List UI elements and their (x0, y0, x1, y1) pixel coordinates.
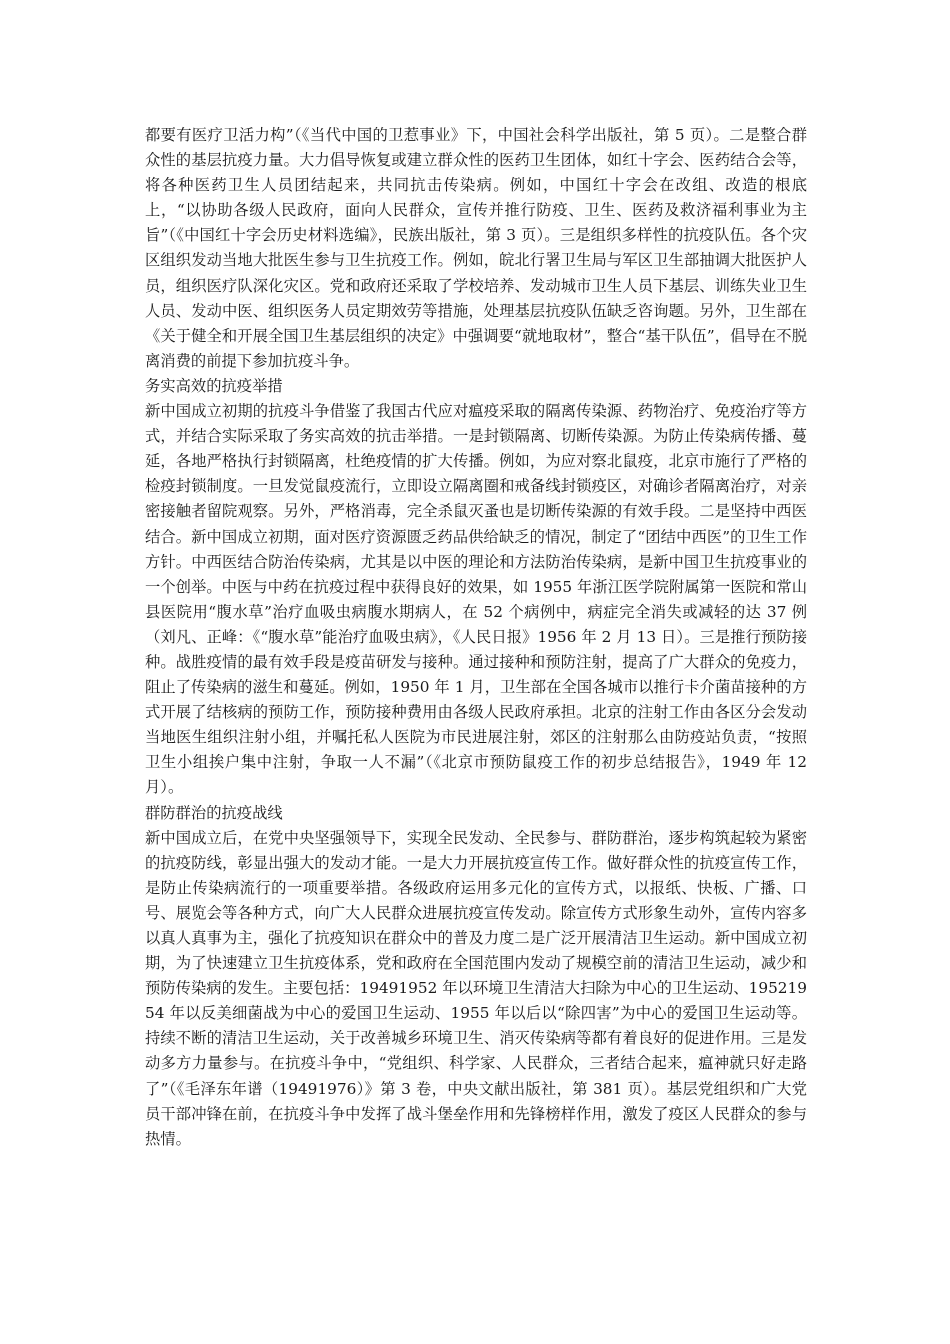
paragraph-mass-prevention: 新中国成立后，在党中央坚强领导下，实现全民发动、全民参与、群防群治，逐步构筑起较为紧密的抗疫防线，彰显出强大的发动才能。一是大力开展抗疫宣传工作。做好群众性的抗疫宣传工作，是防止传染病流行的一项重要举措。各级政府运用多元化的宣传方式，以报纸、快板、广播、口号、展览会等各种方式，向广大人民群众进展抗疫宣传发动。除宣传方式形象生动外，宣传内容多以真人真事为主，强化了抗疫知识在群众中的普及力度二是广泛开展清洁卫生运动。新中国成立初期，为了快速建立卫生抗疫体系，党和政府在全国范围内发动了规模空前的清洁卫生运动，减少和预防传染病的发生。主要包括：19491952 年以环境卫生清洁大扫除为中心的卫生运动、19521954 年以反美细菌战为中心的爱国卫生运动、1955 年以后以“除四害”为中心的爱国卫生运动等。持续不断的清洁卫生运动，关于改善城乡环境卫生、消灭传染病等都有着良好的促进作用。三是发动多方力量参与。在抗疫斗争中，“党组织、科学家、人民群众，三者结合起来，瘟神就只好走路了”（《毛泽东年谱（19491976）》第 3 卷，中央文献出版社，第 381 页）。基层党组织和广大党员干部冲锋在前，在抗疫斗争中发挥了战斗堡垒作用和先锋榜样作用，激发了疫区人民群众的参与热情。 (145, 828, 807, 1148)
paragraph-measures: 新中国成立初期的抗疫斗争借鉴了我国古代应对瘟疫采取的隔离传染源、药物治疗、免疫治疗等方式，并结合实际采取了务实高效的抗击举措。一是封锁隔离、切断传染源。为防止传染病传播、蔓延，各地严格执行封锁隔离，杜绝疫情的扩大传播。例如，为应对察北鼠疫，北京市施行了严格的检疫封锁制度。一旦发觉鼠疫流行，立即设立隔离圈和戒备线封锁疫区，对确诊者隔离治疗，对亲密接触者留院观察。另外，严格消毒，完全杀鼠灭蚤也是切断传染源的有效手段。二是坚持中西医结合。新中国成立初期，面对医疗资源匮乏药品供给缺乏的情况，制定了“团结中西医”的卫生工作方针。中西医结合防治传染病，尤其是以中医的理论和方法防治传染病，是新中国卫生抗疫事业的一个创举。中医与中药在抗疫过程中获得良好的效果，如 1955 年浙江医学院附属第一医院和常山县医院用“腹水草”治疗血吸虫病腹水期病人，在 52 个病例中，病症完全消失或减轻的达 37 例（刘凡、正峰：《“腹水草”能治疗血吸虫病》，《人民日报》1956 年 2 月 13 日）。三是推行预防接种。战胜疫情的最有效手段是疫苗研发与接种。通过接种和预防注射，提高了广大群众的免疫力，阻止了传染病的滋生和蔓延。例如，1950 年 1 月，卫生部在全国各城市以推行卡介菌苗接种的方式开展了结核病的预防工作，预防接种费用由各级人民政府承担。北京的注射工作由各区分会发动当地医生组织注射小组，并嘱托私人医院为市民进展注射，郊区的注射那么由防疫站负责，“按照卫生小组挨户集中注射，争取一人不漏”（《北京市预防鼠疫工作的初步总结报告》，1949 年 12 月）。 (145, 402, 807, 797)
paragraph-health-organizations: 都要有医疗卫活力构”（《当代中国的卫惹事业》下，中国社会科学出版社，第 5 页）。二是整合群众性的基层抗疫力量。大力倡导恢复或建立群众性的医药卫生团体，如红十字会、医药结合会等，将各种医药卫生人员团结起来，共同抗击传染病。例如，中国红十字会在改组、改造的根底上，“以协助各级人民政府，面向人民群众，宣传并推行防疫、卫生、医药及救济福利事业为主旨”（《中国红十字会历史材料选编》，民族出版社，第 3 页）。三是组织多样性的抗疫队伍。各个灾区组织发动当地大批医生参与卫生抗疫工作。例如，皖北行署卫生局与军区卫生部抽调大批医护人员，组织医疗队深化灾区。党和政府还采取了学校培养、发动城市卫生人员下基层、训练失业卫生人员、发动中医、组织医务人员定期效劳等措施，处理基层抗疫队伍缺乏咨询题。另外，卫生部在《关于健全和开展全国卫生基层组织的决定》中强调要“就地取材”，整合“基干队伍”，倡导在不脱离消费的前提下参加抗疫斗争。 (145, 126, 807, 370)
section-heading-mass-prevention: 群防群治的抗疫战线 (145, 803, 283, 822)
section-heading-measures: 务实高效的抗疫举措 (145, 376, 283, 395)
document-body (145, 123, 807, 1152)
